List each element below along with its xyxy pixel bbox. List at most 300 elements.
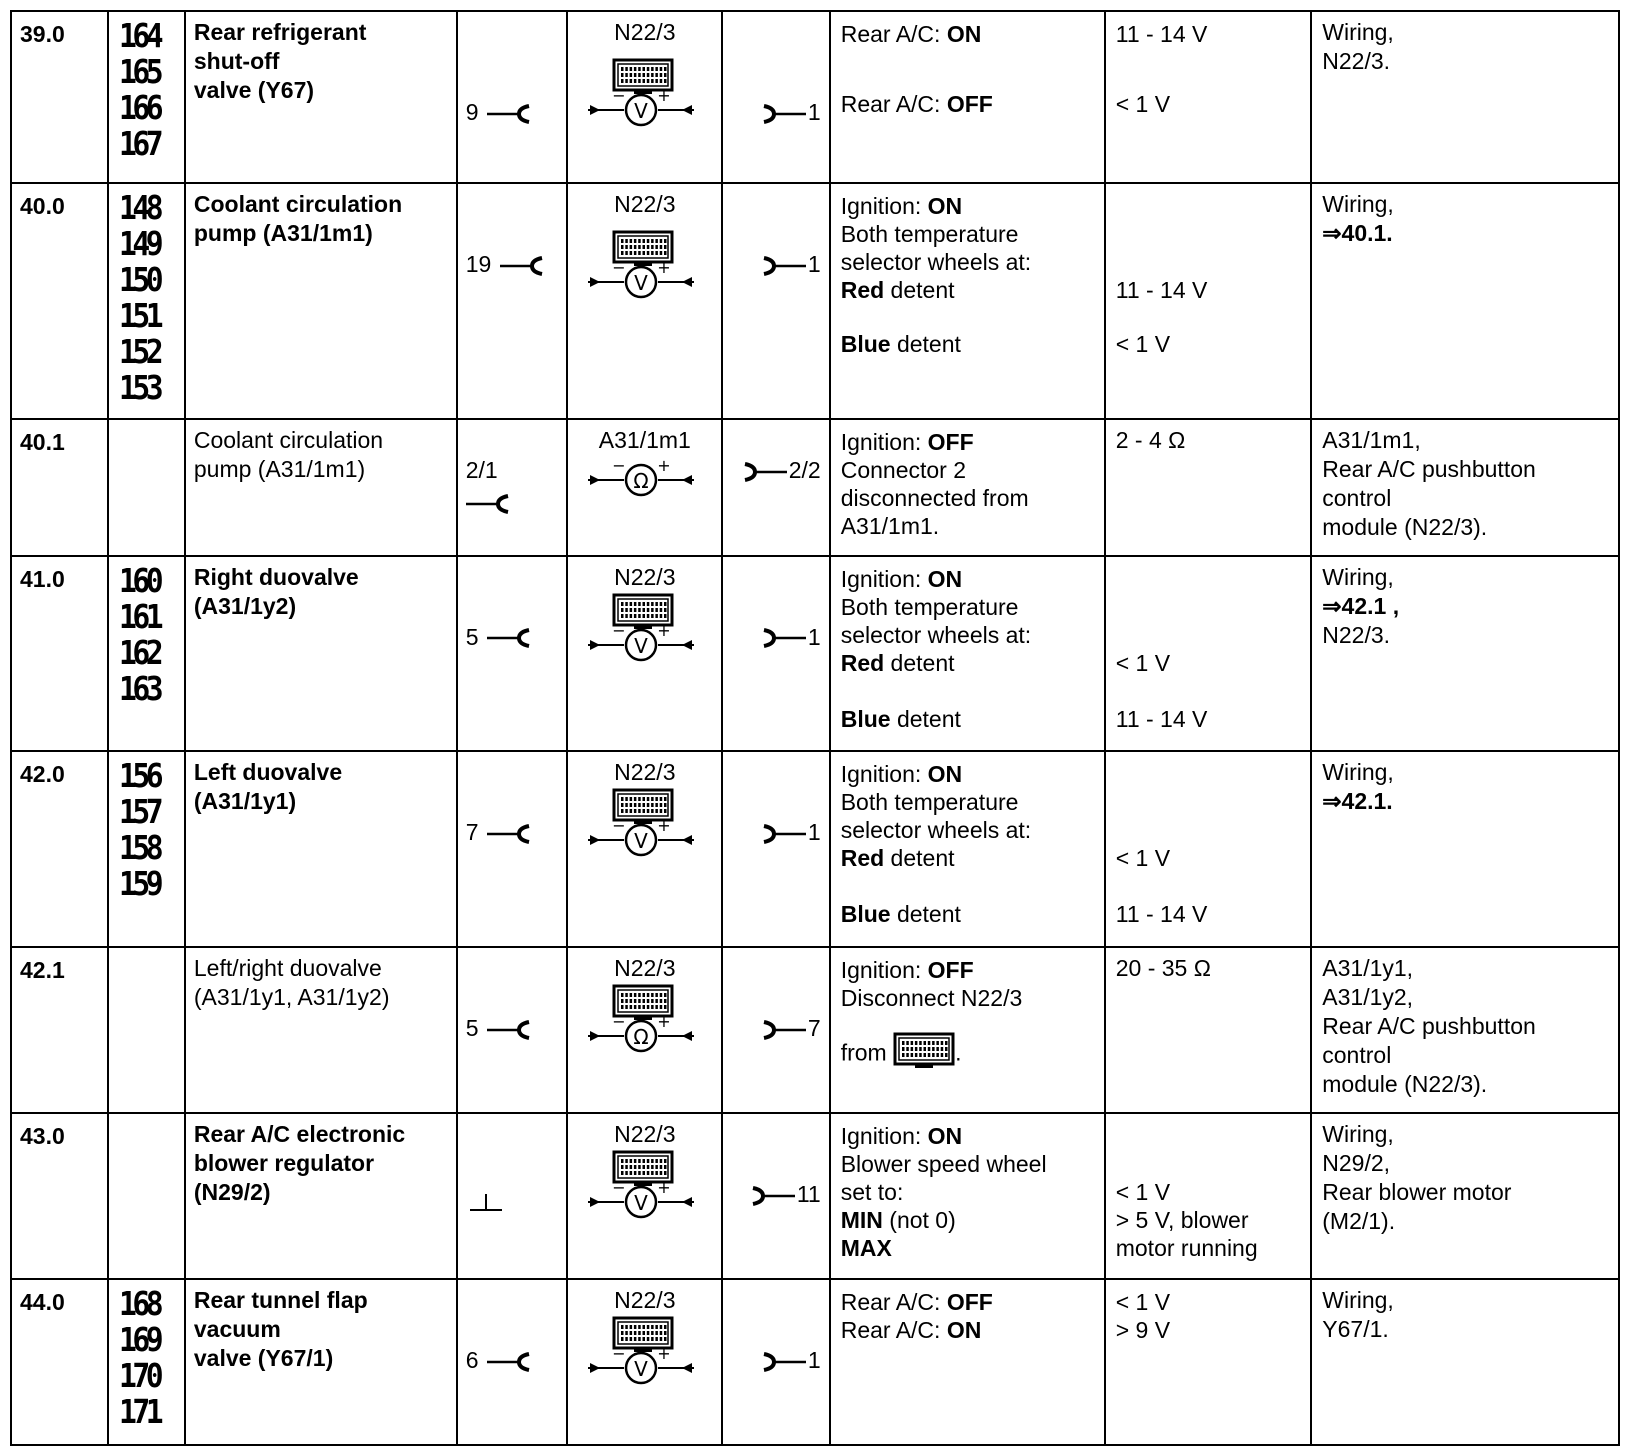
nominal-values (1105, 1113, 1312, 1279)
condition-line (841, 900, 961, 929)
remedy-line: N22/3. (1322, 621, 1391, 648)
svg-text:V: V (634, 633, 649, 658)
nominal-values (1105, 947, 1312, 1113)
connector-right-icon (762, 626, 808, 650)
fault-codes (108, 1113, 185, 1279)
step-number (11, 419, 108, 556)
test-conditions (830, 419, 1105, 556)
pin-right-cell (722, 419, 829, 556)
condition-label: A31/1m1. (840, 512, 940, 539)
remedy-line: A31/1y2, (1322, 983, 1414, 1010)
nominal-value: 11 - 14 V (1115, 21, 1208, 47)
nominal-value: < 1 V (1115, 1288, 1171, 1315)
condition-line (841, 484, 1029, 513)
condition-line (841, 565, 962, 594)
fault-code: 168 (118, 1283, 160, 1323)
condition-suffix: detent (890, 705, 961, 732)
nominal-value: < 1 V (1115, 331, 1171, 358)
pin-left-cell (457, 419, 568, 556)
pin-right-cell (722, 1113, 829, 1279)
svg-text:+: + (657, 1013, 672, 1031)
condition-label: from (840, 1039, 887, 1066)
connector-right-icon (762, 822, 808, 846)
condition-line (841, 760, 962, 789)
component-line: pump (A31/1m1) (193, 220, 373, 247)
nominal-values (1105, 751, 1312, 947)
pin-right-number: 1 (807, 99, 821, 125)
step-reference-link[interactable]: ⇒42.1 , (1322, 592, 1400, 619)
nominal-value: 11 - 14 V (1115, 901, 1208, 928)
condition-line (841, 330, 961, 359)
pin-right-cell (722, 11, 829, 183)
fault-code: 166 (118, 88, 160, 127)
step-number (11, 947, 108, 1113)
connector-left-icon (498, 254, 544, 278)
connector-left-icon (464, 492, 510, 516)
svg-text:−: − (612, 1179, 627, 1197)
step-number-text: 39.0 (20, 21, 65, 47)
svg-text:+: + (657, 260, 672, 278)
fault-code: 169 (118, 1319, 160, 1359)
meter-cell (567, 556, 722, 752)
fault-code: 152 (118, 332, 160, 372)
remedy-line: (M2/1). (1322, 1207, 1396, 1234)
condition-label: Ignition: (840, 761, 928, 788)
condition-line (841, 90, 993, 119)
fault-code: 157 (118, 792, 160, 832)
meter-label: N22/3 (614, 191, 676, 218)
condition-label: Disconnect N22/3 (840, 984, 1023, 1011)
nominal-value: 20 - 35 Ω (1115, 954, 1211, 981)
meter-cell (567, 1113, 722, 1279)
condition-line (841, 705, 961, 734)
condition-value: Blue (840, 331, 891, 358)
condition-value: OFF (946, 91, 993, 117)
condition-line (841, 1150, 1047, 1179)
fault-codes (108, 751, 185, 947)
fault-code: 164 (118, 16, 160, 55)
component-line: Right duovalve (193, 563, 359, 590)
remedy-cell (1311, 183, 1619, 418)
fault-codes (108, 1279, 185, 1445)
pin-right-cell (722, 556, 829, 752)
svg-text:+: + (657, 457, 672, 475)
ohmmeter-icon (586, 1014, 696, 1054)
condition-label: Ignition: (840, 193, 928, 220)
fault-code: 167 (118, 124, 160, 163)
fault-code: 170 (118, 1355, 160, 1395)
svg-text:−: − (612, 457, 627, 475)
svg-text:−: − (612, 88, 627, 105)
fault-codes (108, 183, 185, 418)
meter-cell (567, 751, 722, 947)
fault-code: 158 (118, 828, 160, 868)
condition-line (841, 649, 955, 678)
remedy-line: module (N22/3). (1322, 1070, 1488, 1097)
svg-text:−: − (612, 1345, 627, 1363)
fault-codes (108, 11, 185, 183)
remedy-cell (1311, 556, 1619, 752)
connector-right-icon (762, 1350, 808, 1374)
meter-cell (567, 1279, 722, 1445)
meter-cell (567, 419, 722, 556)
fault-code: 171 (118, 1391, 160, 1431)
condition-label: selector wheels at: (840, 249, 1032, 276)
component-cell (185, 751, 457, 947)
nominal-value: < 1 V (1115, 91, 1171, 117)
test-conditions (830, 556, 1105, 752)
condition-line (841, 621, 1031, 650)
svg-text:Ω: Ω (633, 1024, 650, 1049)
test-conditions (830, 751, 1105, 947)
condition-value: ON (927, 1122, 963, 1149)
condition-value: MIN (840, 1206, 883, 1233)
step-number-text: 42.1 (20, 956, 65, 983)
condition-label: Ignition: (840, 1122, 928, 1149)
pin-right-number: 1 (807, 251, 821, 278)
step-number-text: 43.0 (20, 1122, 65, 1149)
condition-label: Rear A/C: (840, 21, 947, 47)
remedy-line: Wiring, (1322, 19, 1394, 45)
svg-text:V: V (634, 1356, 649, 1381)
step-number (11, 1279, 108, 1445)
pin-right-cell (722, 183, 829, 418)
svg-text:−: − (612, 818, 627, 836)
connector-right-icon (751, 1184, 797, 1208)
pin-left-number: 19 (465, 251, 492, 278)
table-row (11, 1279, 1619, 1445)
step-number-text: 40.0 (20, 193, 65, 220)
nominal-value: 11 - 14 V (1115, 277, 1208, 304)
meter-label: N22/3 (614, 759, 676, 786)
condition-label: Ignition: (840, 428, 928, 455)
pin-right-cell (722, 947, 829, 1113)
condition-line (841, 1288, 993, 1317)
condition-label: selector wheels at: (840, 817, 1032, 844)
remedy-cell (1311, 419, 1619, 556)
fault-code: 150 (118, 260, 160, 300)
remedy-line: control (1322, 484, 1392, 511)
meter-label: N22/3 (614, 563, 676, 590)
condition-value: Blue (840, 901, 891, 928)
svg-text:+: + (657, 88, 672, 105)
connector-left-icon (485, 1018, 531, 1042)
component-cell (185, 556, 457, 752)
meter-label: N22/3 (614, 954, 676, 981)
svg-text:+: + (657, 622, 672, 640)
condition-label: Both temperature (840, 789, 1019, 816)
pin-left-cell (457, 947, 568, 1113)
remedy-line: Wiring, (1322, 563, 1394, 590)
svg-text:+: + (657, 818, 672, 836)
condition-line (841, 1122, 962, 1151)
condition-suffix: (not 0) (882, 1206, 956, 1233)
meter-label: A31/1m1 (598, 426, 691, 453)
component-cell (185, 419, 457, 556)
condition-label: Rear A/C: (840, 1316, 947, 1343)
step-number-text: 42.0 (20, 761, 65, 788)
remedy-line: Wiring, (1322, 191, 1394, 218)
meter-cell (567, 947, 722, 1113)
condition-line (841, 456, 966, 485)
component-line: (A31/1y1) (193, 788, 297, 815)
component-line: (A31/1y1, A31/1y2) (193, 983, 390, 1010)
component-line: Coolant circulation (193, 426, 384, 453)
step-number (11, 183, 108, 418)
nominal-values (1105, 1279, 1312, 1445)
remedy-line: N29/2, (1322, 1149, 1391, 1176)
component-cell (185, 183, 457, 418)
remedy-line: Rear blower motor (1322, 1178, 1512, 1205)
condition-value: OFF (946, 1288, 993, 1315)
connector-left-icon (485, 626, 531, 650)
condition-line (841, 788, 1019, 817)
condition-value: ON (927, 565, 963, 592)
connector-left-icon (485, 102, 531, 126)
nominal-value: motor running (1115, 1234, 1258, 1261)
ground-icon (466, 1190, 506, 1214)
component-line: (N29/2) (193, 1178, 271, 1205)
component-line: (A31/1y2) (193, 592, 297, 619)
component-line: Coolant circulation (193, 191, 403, 218)
condition-line (841, 593, 1019, 622)
voltmeter-icon (586, 88, 696, 128)
test-conditions (830, 947, 1105, 1113)
condition-label: Both temperature (840, 221, 1019, 248)
condition-line (841, 956, 974, 985)
meter-label: N22/3 (614, 1120, 676, 1147)
meter-cell (567, 183, 722, 418)
step-number (11, 751, 108, 947)
svg-text:−: − (612, 622, 627, 640)
condition-label: selector wheels at: (840, 621, 1032, 648)
pin-left-cell (457, 556, 568, 752)
fault-code: 163 (118, 668, 160, 708)
condition-line (841, 220, 1019, 249)
svg-text:−: − (612, 260, 627, 278)
table-row (11, 751, 1619, 947)
pin-left-number: 5 (465, 1014, 479, 1041)
connector-inline-icon (893, 1032, 955, 1070)
condition-suffix: detent (890, 331, 961, 358)
fault-codes (108, 947, 185, 1113)
component-line: valve (Y67) (193, 77, 315, 103)
svg-text:+: + (657, 1179, 672, 1197)
component-line: Left/right duovalve (193, 954, 382, 981)
component-cell (185, 1113, 457, 1279)
step-number (11, 11, 108, 183)
pin-left-number: 2/1 (465, 456, 498, 483)
condition-value: ON (946, 21, 982, 47)
component-line: blower regulator (193, 1149, 375, 1176)
nominal-value: < 1 V (1115, 845, 1171, 872)
condition-line (841, 1316, 982, 1345)
pin-left-number: 9 (465, 99, 479, 125)
fault-code: 153 (118, 368, 160, 408)
component-line: pump (A31/1m1) (193, 455, 366, 482)
voltmeter-icon (586, 1180, 696, 1220)
component-line: shut-off (193, 48, 280, 74)
pin-right-number: 7 (807, 1014, 821, 1041)
condition-suffix: detent (884, 845, 955, 872)
step-number-text: 41.0 (20, 565, 65, 592)
fault-code: 165 (118, 52, 160, 91)
component-line: vacuum (193, 1315, 281, 1342)
voltmeter-icon (586, 260, 696, 300)
condition-label: Blower speed wheel (840, 1150, 1047, 1177)
condition-line (841, 1178, 904, 1207)
condition-line (841, 512, 939, 541)
condition-label: Ignition: (840, 956, 928, 983)
connector-left-icon (485, 822, 531, 846)
remedy-cell (1311, 11, 1619, 183)
pin-left-number: 5 (465, 623, 479, 650)
svg-text:V: V (634, 1190, 649, 1215)
condition-label: Rear A/C: (840, 91, 947, 117)
nominal-value: > 5 V, blower (1115, 1206, 1249, 1233)
voltmeter-icon (586, 818, 696, 858)
svg-text:Ω: Ω (633, 468, 650, 493)
remedy-line: Rear A/C pushbutton (1322, 1012, 1536, 1039)
svg-text:V: V (634, 271, 649, 296)
nominal-values (1105, 556, 1312, 752)
component-cell (185, 1279, 457, 1445)
component-cell (185, 11, 457, 183)
nominal-value: < 1 V (1115, 1178, 1171, 1205)
remedy-cell (1311, 947, 1619, 1113)
pin-left-cell (457, 1113, 568, 1279)
table-row (11, 183, 1619, 418)
component-cell (185, 947, 457, 1113)
test-conditions (830, 1279, 1105, 1445)
pin-left-cell (457, 11, 568, 183)
condition-suffix: detent (884, 277, 955, 304)
remedy-cell (1311, 1113, 1619, 1279)
condition-line (841, 20, 982, 49)
pin-left-cell (457, 183, 568, 418)
condition-value: ON (927, 193, 963, 220)
pin-left-number: 6 (465, 1346, 479, 1373)
svg-text:−: − (612, 1013, 627, 1031)
table-row (11, 11, 1619, 183)
remedy-line: A31/1m1, (1322, 426, 1421, 453)
nominal-value: < 1 V (1115, 649, 1171, 676)
ohmmeter-icon (586, 458, 696, 498)
fault-code: 161 (118, 596, 160, 636)
nominal-value: > 9 V (1115, 1316, 1171, 1343)
test-conditions (830, 11, 1105, 183)
pin-left-cell (457, 1279, 568, 1445)
condition-label: Ignition: (840, 565, 928, 592)
connector-right-icon (743, 460, 789, 484)
remedy-line: module (N22/3). (1322, 513, 1488, 540)
voltmeter-icon (586, 623, 696, 663)
remedy-line: A31/1y1, (1322, 954, 1414, 981)
connector-right-icon (762, 102, 808, 126)
condition-suffix: detent (890, 901, 961, 928)
nominal-values (1105, 183, 1312, 418)
remedy-line: Y67/1. (1322, 1315, 1389, 1342)
fault-code: 149 (118, 224, 160, 264)
component-line: Rear A/C electronic (193, 1120, 406, 1147)
pin-right-number: 11 (796, 1180, 821, 1207)
condition-line: from . (841, 1032, 962, 1077)
nominal-value: 2 - 4 Ω (1115, 426, 1186, 453)
fault-code: 159 (118, 864, 160, 904)
meter-label: N22/3 (614, 1286, 676, 1313)
condition-label: set to: (840, 1178, 904, 1205)
connector-right-icon (762, 254, 808, 278)
component-line: Rear refrigerant (193, 19, 367, 45)
condition-label: Both temperature (840, 593, 1019, 620)
pin-right-number: 1 (807, 623, 821, 650)
test-conditions (830, 1113, 1105, 1279)
pin-right-number: 1 (807, 819, 821, 846)
remedy-line: Wiring, (1322, 1286, 1394, 1313)
condition-line (841, 844, 955, 873)
remedy-line: control (1322, 1041, 1392, 1068)
condition-suffix: detent (884, 649, 955, 676)
remedy-line: Wiring, (1322, 1120, 1394, 1147)
condition-line (841, 984, 1023, 1013)
step-number (11, 556, 108, 752)
nominal-values (1105, 11, 1312, 183)
connector-left-icon (485, 1350, 531, 1374)
remedy-line: N22/3. (1322, 48, 1391, 74)
condition-value: Red (840, 277, 885, 304)
condition-line (841, 1206, 956, 1235)
meter-label: N22/3 (614, 19, 676, 45)
nominal-value: 11 - 14 V (1115, 705, 1208, 732)
remedy-cell (1311, 751, 1619, 947)
fault-codes (108, 419, 185, 556)
pin-right-cell (722, 1279, 829, 1445)
condition-value: OFF (927, 956, 974, 983)
step-reference-link[interactable]: ⇒40.1. (1322, 220, 1393, 247)
pin-right-number: 1 (807, 1346, 821, 1373)
step-reference-link[interactable]: ⇒42.1. (1322, 788, 1393, 815)
condition-line (841, 248, 1031, 277)
condition-line (841, 1234, 892, 1263)
fault-codes (108, 556, 185, 752)
svg-text:V: V (634, 99, 649, 123)
svg-text:V: V (634, 829, 649, 854)
pin-right-number: 2/2 (788, 456, 821, 483)
component-line: Rear tunnel flap (193, 1286, 368, 1313)
pin-left-cell (457, 751, 568, 947)
condition-value: OFF (927, 428, 974, 455)
condition-value: Blue (840, 705, 891, 732)
fault-code: 151 (118, 296, 160, 336)
condition-label: disconnected from (840, 484, 1029, 511)
fault-code: 160 (118, 560, 160, 600)
condition-value: ON (946, 1316, 982, 1343)
condition-value: Red (840, 649, 885, 676)
condition-value: ON (927, 761, 963, 788)
fault-code: 156 (118, 756, 160, 796)
condition-value: MAX (840, 1234, 892, 1261)
remedy-line: Wiring, (1322, 759, 1394, 786)
diagnostic-table (10, 10, 1620, 1446)
condition-line (841, 276, 955, 305)
voltmeter-icon (586, 1346, 696, 1386)
table-row (11, 947, 1619, 1113)
remedy-cell (1311, 1279, 1619, 1445)
connector-right-icon (762, 1018, 808, 1042)
pin-left-number: 7 (465, 819, 479, 846)
component-line: Left duovalve (193, 759, 343, 786)
step-number (11, 1113, 108, 1279)
